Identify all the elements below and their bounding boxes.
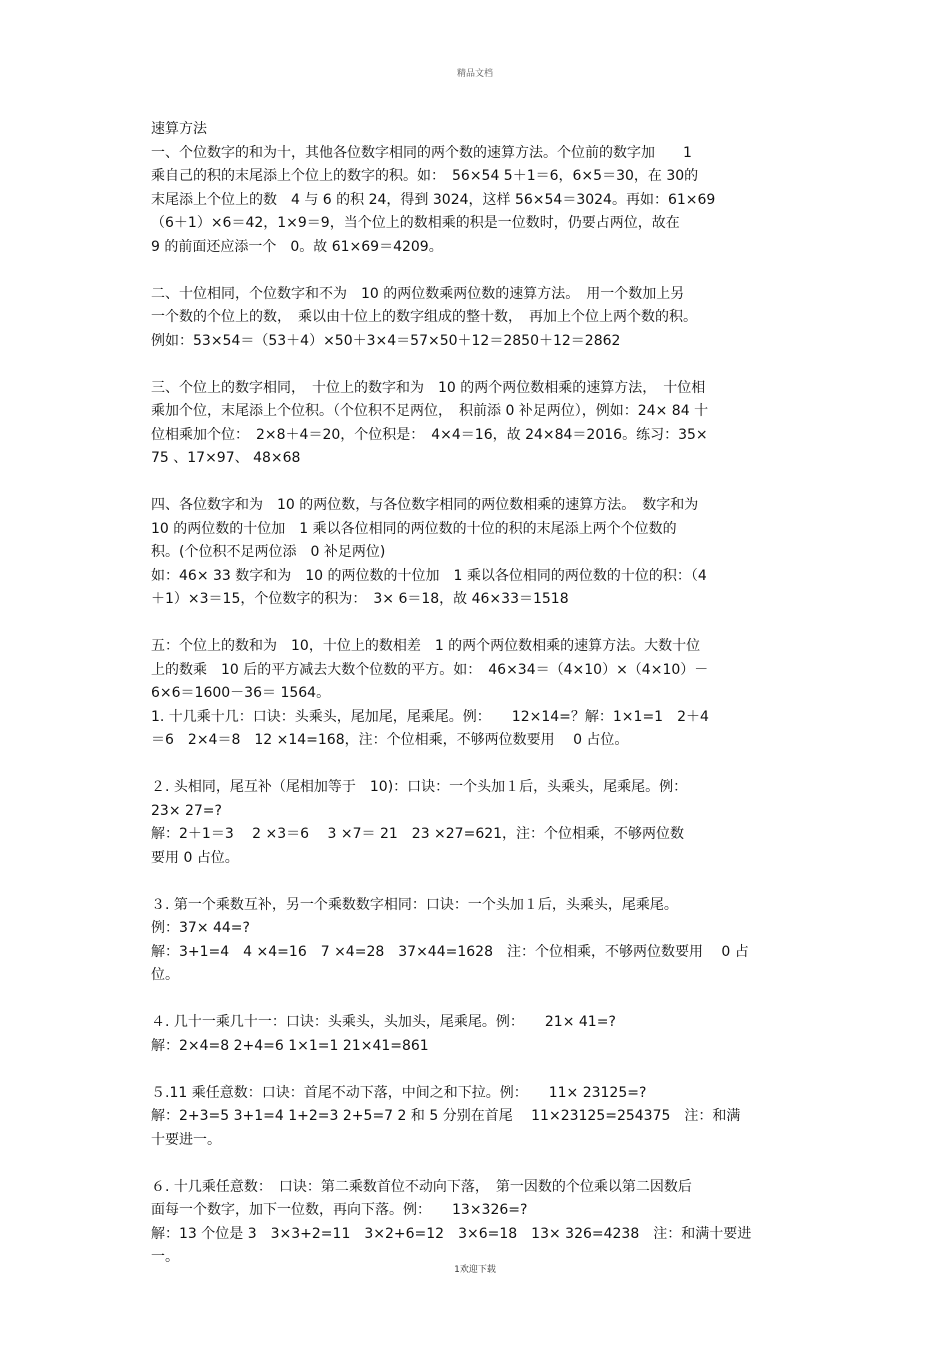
paragraph-gap: [151, 753, 811, 777]
text-line: 10 的两位数的十位加 1 乘以各位相同的两位数的十位的积的末尾添上两个个位数的: [151, 520, 677, 537]
text-line: （6＋1）×6＝42，1×9＝9，当个位上的数相乘的积是一位数时，仍要占两位，故在: [151, 215, 680, 231]
text-line: 例如：53×54＝（53＋4）×50＋3×4＝57×50＋12＝2850＋12＝2862: [151, 332, 621, 349]
text-line: 75 、17×97、 48×68: [151, 450, 301, 466]
paragraph-gap: [151, 612, 811, 636]
paragraph-gap: [151, 353, 811, 377]
text-line: 二、十位相同，个位数字和不为 10 的两位数乘两位数的速算方法。 用一个数加上另: [151, 285, 685, 302]
text-line: 6×6＝1600－36＝ 1564。: [151, 685, 331, 701]
text-line: 速算方法: [151, 121, 207, 137]
text-line: 位。: [151, 967, 179, 983]
text-line: 一、个位数字的和为十，其他各位数字相同的两个数的速算方法。个位前的数字加 1: [151, 144, 692, 161]
text-line: 面每一个数字，加下一位数，再向下落。例： 13×326=?: [151, 1202, 528, 1218]
text-line: 十要进一。: [151, 1131, 221, 1148]
text-line: 9 的前面还应添一个 0。故 61×69＝4209。: [151, 238, 443, 255]
text-line: 解：3+1=4 4 ×4=16 7 ×4=28 37×44=1628 注：个位相乘，不够两位数要用 0 占: [151, 943, 749, 960]
text-line: 积。(个位积不足两位添 0 补足两位): [151, 544, 386, 560]
text-line: ６. 十几乘任意数： 口诀：第二乘数首位不动向下落， 第一因数的个位乘以第二因数后: [151, 1178, 692, 1195]
text-line: 乘加个位，末尾添上个位积。（个位积不足两位， 积前添 0 补足两位），例如：24× 84 十: [151, 403, 709, 419]
text-line: 一个数的个位上的数， 乘以由十位上的数字组成的整十数， 再加上个位上两个数的积。: [151, 309, 697, 325]
text-line: ２. 头相同，尾互补（尾相加等于 10)：口诀：一个头加１后，头乘头，尾乘尾。例：: [151, 779, 688, 795]
text-line: 四、各位数字和为 10 的两位数，与各位数字相同的两位数相乘的速算方法。 数字和为: [151, 497, 699, 513]
text-line: 乘自己的积的末尾添上个位上的数字的积。如： 56×54 5＋1＝6，6×5＝30，在 30的: [151, 168, 699, 184]
text-line: ３. 第一个乘数互补，另一个乘数数字相同：口诀：一个头加１后，头乘头，尾乘尾。: [151, 896, 678, 913]
paragraph-gap: [151, 471, 811, 495]
text-line: 解：2＋1＝3 2 ×3＝6 3 ×7＝ 21 23 ×27=621，注：个位相乘，不够两位数: [151, 826, 685, 842]
text-line: 解：2+3=5 3+1=4 1+2=3 2+5=7 2 和 5 分别在首尾 11×23125=254375 注：和满: [151, 1108, 741, 1124]
page-header: 精品文档: [456, 69, 493, 79]
text-line: 五：个位上的数和为 10，十位上的数相差 1 的两个两位数相乘的速算方法。大数十位: [151, 638, 701, 654]
text-line: 要用 0 占位。: [151, 849, 239, 866]
text-line: 例：37× 44=?: [151, 920, 250, 936]
text-line: ４. 几十一乘几十一：口诀：头乘头，头加头，尾乘尾。例： 21× 41=?: [151, 1014, 616, 1030]
text-line: 解：2×4=8 2+4=6 1×1=1 21×41=861: [151, 1037, 429, 1054]
text-line: 23× 27=?: [151, 802, 222, 819]
text-line: ＝6 2×4＝8 12 ×14=168，注：个位相乘，不够两位数要用 0 占位。: [151, 732, 629, 748]
paragraph-gap: [151, 870, 811, 894]
paragraph-gap: [151, 1058, 811, 1082]
text-line: 末尾添上个位上的数 4 与 6 的积 24，得到 3024，这样 56×54＝3024。再如：61×69: [151, 191, 716, 208]
paragraph-gap: [151, 988, 811, 1012]
text-line: ＋1）×3＝15，个位数字的积为： 3× 6＝18，故 46×33＝1518: [151, 591, 569, 607]
page-footer: 1欢迎下载: [454, 1265, 496, 1275]
text-line: 上的数乘 10 后的平方减去大数个位数的平方。如： 46×34＝（4×10）×（4×10）－: [151, 661, 709, 678]
text-line: 1. 十几乘十几：口诀：头乘头，尾加尾，尾乘尾。例： 12×14=？解：1×1=1 2＋4: [151, 708, 709, 725]
document-body: [151, 118, 811, 1270]
text-line: 位相乘加个位： 2×8＋4＝20，个位积是： 4×4＝16，故 24×84＝2016。练习：35×: [151, 426, 708, 443]
text-line: 解：13 个位是 3 3×3+2=11 3×2+6=12 3×6=18 13× 326=4238 注：和满十要进: [151, 1225, 752, 1242]
text-line: 如：46× 33 数字和为 10 的两位数的十位加 1 乘以各位相同的两位数的十位的积：（4: [151, 567, 707, 584]
text-line: 三、个位上的数字相同， 十位上的数字和为 10 的两个两位数相乘的速算方法， 十位相: [151, 379, 706, 396]
paragraph-gap: [151, 1152, 811, 1176]
paragraph-gap: [151, 259, 811, 283]
text-line: 一。: [151, 1249, 179, 1265]
text-line: ５.11 乘任意数：口诀：首尾不动下落，中间之和下拉。例： 11× 23125=?: [151, 1084, 647, 1101]
